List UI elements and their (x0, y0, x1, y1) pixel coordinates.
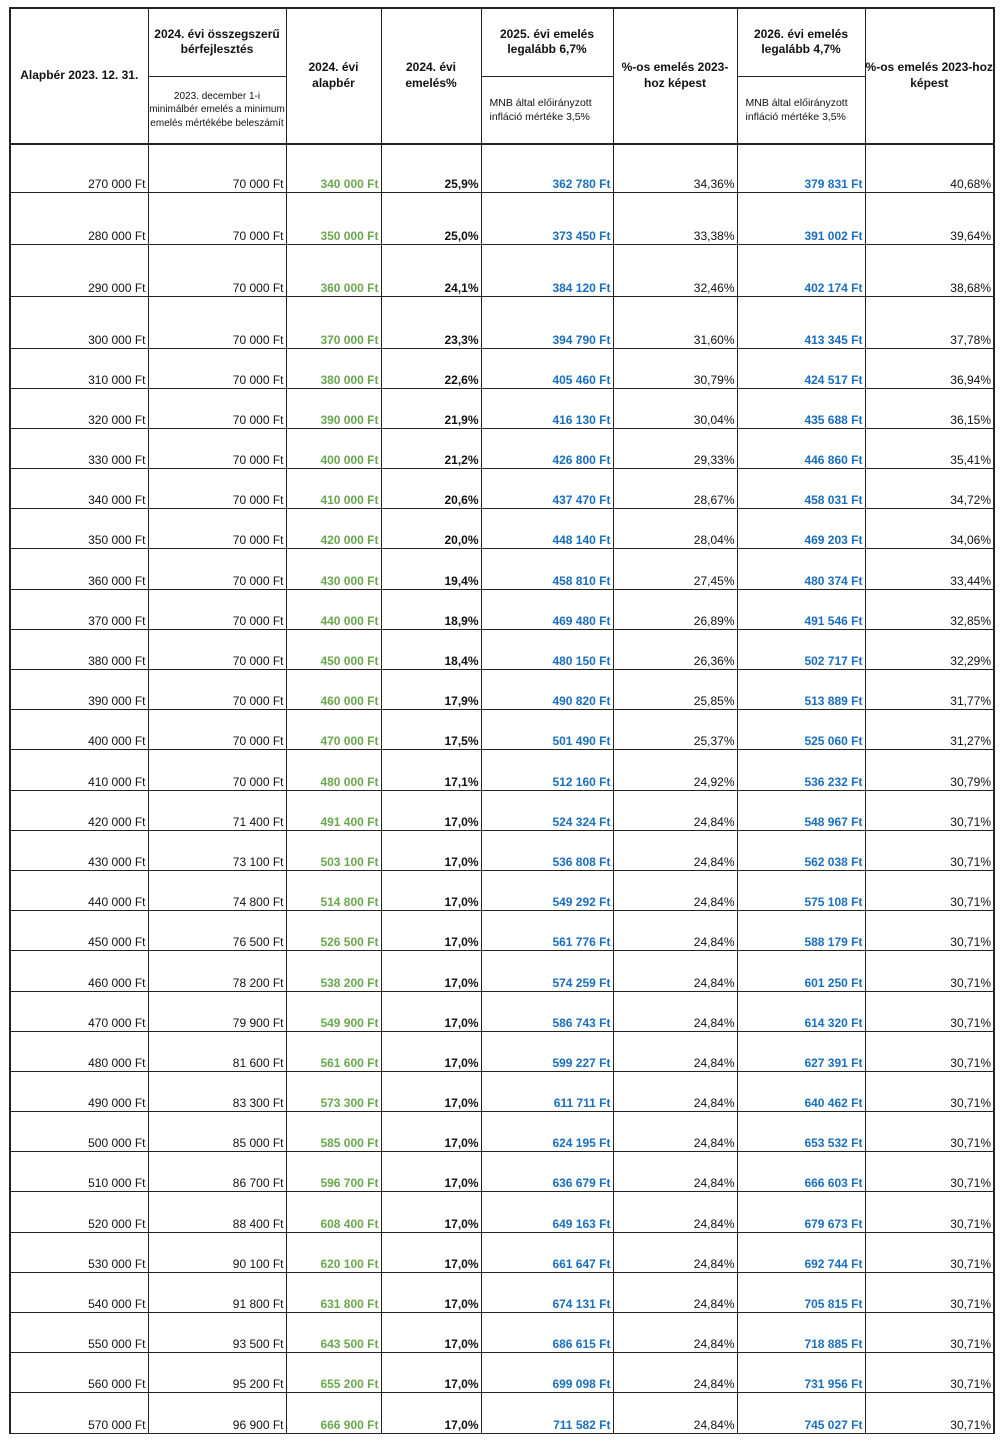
cell-salary-2026: 379 831 Ft (737, 144, 865, 192)
cell-raise-2024: 91 800 Ft (148, 1272, 286, 1312)
cell-percent-2024: 23,3% (381, 296, 481, 348)
cell-percent-vs-2023-2026: 30,71% (865, 1192, 994, 1232)
cell-salary-2026: 731 956 Ft (737, 1353, 865, 1393)
cell-base-2023: 390 000 Ft (10, 670, 148, 710)
cell-base-2024: 514 800 Ft (286, 870, 381, 910)
cell-base-2024: 585 000 Ft (286, 1112, 381, 1152)
cell-percent-vs-2023-2025: 24,84% (613, 1272, 737, 1312)
table-row (10, 870, 994, 910)
cell-salary-2025: 574 259 Ft (481, 951, 613, 991)
header-raise-2024-note: 2023. december 1-i minimálbér emelés a minimum emelés mértékébe beleszámít (148, 76, 286, 144)
cell-percent-2024: 19,4% (381, 549, 481, 589)
cell-raise-2024: 70 000 Ft (148, 710, 286, 750)
cell-base-2024: 370 000 Ft (286, 296, 381, 348)
cell-percent-vs-2023-2025: 24,84% (613, 1353, 737, 1393)
cell-salary-2026: 435 688 Ft (737, 388, 865, 428)
cell-salary-2025: 524 324 Ft (481, 790, 613, 830)
cell-percent-vs-2023-2025: 28,04% (613, 509, 737, 549)
cell-percent-2024: 17,0% (381, 1353, 481, 1393)
cell-raise-2024: 70 000 Ft (148, 509, 286, 549)
cell-percent-vs-2023-2025: 24,84% (613, 1313, 737, 1353)
cell-percent-2024: 17,0% (381, 1313, 481, 1353)
cell-percent-2024: 24,1% (381, 244, 481, 296)
cell-base-2023: 560 000 Ft (10, 1353, 148, 1393)
table-row (10, 1071, 994, 1111)
cell-percent-vs-2023-2025: 24,84% (613, 1192, 737, 1232)
cell-base-2023: 300 000 Ft (10, 296, 148, 348)
cell-percent-vs-2023-2025: 30,04% (613, 388, 737, 428)
cell-salary-2026: 705 815 Ft (737, 1272, 865, 1312)
cell-salary-2025: 416 130 Ft (481, 388, 613, 428)
cell-salary-2025: 624 195 Ft (481, 1112, 613, 1152)
cell-percent-vs-2023-2026: 34,72% (865, 469, 994, 509)
cell-percent-vs-2023-2025: 24,84% (613, 991, 737, 1031)
cell-base-2024: 573 300 Ft (286, 1071, 381, 1111)
cell-percent-vs-2023-2026: 37,78% (865, 296, 994, 348)
cell-percent-vs-2023-2025: 24,84% (613, 1232, 737, 1272)
table-body (10, 144, 994, 1433)
cell-salary-2026: 402 174 Ft (737, 244, 865, 296)
cell-salary-2026: 679 673 Ft (737, 1192, 865, 1232)
cell-salary-2026: 502 717 Ft (737, 629, 865, 669)
cell-base-2023: 570 000 Ft (10, 1393, 148, 1433)
cell-percent-2024: 21,9% (381, 388, 481, 428)
cell-base-2024: 460 000 Ft (286, 670, 381, 710)
cell-percent-vs-2023-2026: 36,15% (865, 388, 994, 428)
cell-raise-2024: 78 200 Ft (148, 951, 286, 991)
cell-percent-vs-2023-2026: 34,06% (865, 509, 994, 549)
cell-percent-2024: 17,0% (381, 1152, 481, 1192)
cell-base-2024: 470 000 Ft (286, 710, 381, 750)
cell-base-2023: 430 000 Ft (10, 830, 148, 870)
cell-base-2023: 520 000 Ft (10, 1192, 148, 1232)
cell-base-2023: 500 000 Ft (10, 1112, 148, 1152)
cell-percent-2024: 17,0% (381, 1393, 481, 1433)
cell-raise-2024: 70 000 Ft (148, 192, 286, 244)
table-row (10, 911, 994, 951)
table-row (10, 951, 994, 991)
cell-salary-2025: 384 120 Ft (481, 244, 613, 296)
cell-percent-2024: 25,9% (381, 144, 481, 192)
cell-percent-vs-2023-2025: 24,84% (613, 1031, 737, 1071)
cell-base-2024: 538 200 Ft (286, 951, 381, 991)
cell-base-2024: 430 000 Ft (286, 549, 381, 589)
header-percent-vs-2023-b: %-os emelés 2023-hoz képest (865, 8, 994, 144)
table-row (10, 1393, 994, 1433)
salary-table (9, 7, 995, 1434)
cell-salary-2026: 653 532 Ft (737, 1112, 865, 1152)
cell-percent-vs-2023-2026: 30,71% (865, 1353, 994, 1393)
cell-percent-vs-2023-2025: 24,84% (613, 870, 737, 910)
cell-base-2024: 340 000 Ft (286, 144, 381, 192)
cell-percent-vs-2023-2025: 29,33% (613, 428, 737, 468)
cell-salary-2025: 611 711 Ft (481, 1071, 613, 1111)
cell-percent-vs-2023-2025: 24,84% (613, 1393, 737, 1433)
cell-base-2023: 270 000 Ft (10, 144, 148, 192)
cell-percent-2024: 18,4% (381, 629, 481, 669)
cell-percent-vs-2023-2026: 30,71% (865, 991, 994, 1031)
cell-percent-vs-2023-2026: 36,94% (865, 348, 994, 388)
cell-base-2024: 655 200 Ft (286, 1353, 381, 1393)
cell-base-2023: 490 000 Ft (10, 1071, 148, 1111)
cell-salary-2025: 686 615 Ft (481, 1313, 613, 1353)
cell-base-2024: 596 700 Ft (286, 1152, 381, 1192)
cell-base-2023: 310 000 Ft (10, 348, 148, 388)
cell-percent-vs-2023-2026: 30,71% (865, 1152, 994, 1192)
cell-percent-vs-2023-2026: 30,71% (865, 1313, 994, 1353)
cell-percent-vs-2023-2026: 30,71% (865, 1393, 994, 1433)
cell-base-2023: 420 000 Ft (10, 790, 148, 830)
cell-salary-2025: 636 679 Ft (481, 1152, 613, 1192)
cell-percent-2024: 25,0% (381, 192, 481, 244)
table-row (10, 348, 994, 388)
cell-percent-2024: 22,6% (381, 348, 481, 388)
cell-base-2024: 480 000 Ft (286, 750, 381, 790)
cell-base-2023: 290 000 Ft (10, 244, 148, 296)
cell-percent-vs-2023-2025: 25,37% (613, 710, 737, 750)
header-raise-2024: 2024. évi összegszerű bérfejlesztés (148, 8, 286, 76)
cell-percent-2024: 17,0% (381, 790, 481, 830)
cell-salary-2025: 536 808 Ft (481, 830, 613, 870)
cell-base-2023: 440 000 Ft (10, 870, 148, 910)
table-row (10, 1232, 994, 1272)
table-row (10, 589, 994, 629)
cell-base-2023: 330 000 Ft (10, 428, 148, 468)
cell-base-2024: 549 900 Ft (286, 991, 381, 1031)
table-row (10, 750, 994, 790)
cell-raise-2024: 79 900 Ft (148, 991, 286, 1031)
cell-percent-vs-2023-2026: 30,71% (865, 790, 994, 830)
cell-base-2024: 503 100 Ft (286, 830, 381, 870)
cell-percent-vs-2023-2025: 34,36% (613, 144, 737, 192)
cell-percent-vs-2023-2025: 24,84% (613, 911, 737, 951)
header-base-salary-2024: 2024. évi alapbér (286, 8, 381, 144)
cell-base-2023: 360 000 Ft (10, 549, 148, 589)
cell-percent-vs-2023-2025: 33,38% (613, 192, 737, 244)
table-row (10, 244, 994, 296)
cell-raise-2024: 86 700 Ft (148, 1152, 286, 1192)
table-row (10, 549, 994, 589)
cell-salary-2026: 469 203 Ft (737, 509, 865, 549)
cell-percent-2024: 17,1% (381, 750, 481, 790)
table-row (10, 388, 994, 428)
cell-raise-2024: 71 400 Ft (148, 790, 286, 830)
cell-salary-2025: 469 480 Ft (481, 589, 613, 629)
cell-percent-vs-2023-2026: 30,71% (865, 830, 994, 870)
table-row (10, 1112, 994, 1152)
cell-raise-2024: 93 500 Ft (148, 1313, 286, 1353)
cell-salary-2026: 525 060 Ft (737, 710, 865, 750)
cell-raise-2024: 90 100 Ft (148, 1232, 286, 1272)
cell-salary-2025: 661 647 Ft (481, 1232, 613, 1272)
cell-percent-vs-2023-2026: 32,85% (865, 589, 994, 629)
cell-raise-2024: 70 000 Ft (148, 469, 286, 509)
cell-salary-2025: 405 460 Ft (481, 348, 613, 388)
cell-salary-2025: 394 790 Ft (481, 296, 613, 348)
cell-salary-2026: 745 027 Ft (737, 1393, 865, 1433)
table-row (10, 428, 994, 468)
cell-salary-2025: 699 098 Ft (481, 1353, 613, 1393)
table-row (10, 144, 994, 192)
cell-raise-2024: 81 600 Ft (148, 1031, 286, 1071)
cell-base-2023: 280 000 Ft (10, 192, 148, 244)
table-row (10, 192, 994, 244)
cell-raise-2024: 83 300 Ft (148, 1071, 286, 1111)
cell-raise-2024: 70 000 Ft (148, 296, 286, 348)
cell-base-2023: 540 000 Ft (10, 1272, 148, 1312)
cell-percent-vs-2023-2025: 24,84% (613, 1071, 737, 1111)
cell-raise-2024: 73 100 Ft (148, 830, 286, 870)
cell-raise-2024: 70 000 Ft (148, 244, 286, 296)
cell-salary-2025: 426 800 Ft (481, 428, 613, 468)
cell-base-2024: 420 000 Ft (286, 509, 381, 549)
cell-base-2024: 350 000 Ft (286, 192, 381, 244)
cell-salary-2026: 413 345 Ft (737, 296, 865, 348)
cell-percent-2024: 17,0% (381, 1112, 481, 1152)
cell-base-2024: 491 400 Ft (286, 790, 381, 830)
cell-base-2024: 561 600 Ft (286, 1031, 381, 1071)
cell-salary-2026: 640 462 Ft (737, 1071, 865, 1111)
cell-percent-vs-2023-2026: 35,41% (865, 428, 994, 468)
cell-percent-vs-2023-2025: 24,92% (613, 750, 737, 790)
cell-percent-vs-2023-2025: 24,84% (613, 1112, 737, 1152)
table-row (10, 509, 994, 549)
cell-base-2023: 460 000 Ft (10, 951, 148, 991)
header-percent-vs-2023-a: %-os emelés 2023-hoz képest (613, 8, 737, 144)
cell-salary-2026: 575 108 Ft (737, 870, 865, 910)
cell-percent-2024: 17,0% (381, 1272, 481, 1312)
cell-percent-vs-2023-2025: 24,84% (613, 951, 737, 991)
table-row (10, 790, 994, 830)
cell-percent-vs-2023-2025: 24,84% (613, 1152, 737, 1192)
cell-raise-2024: 70 000 Ft (148, 750, 286, 790)
cell-percent-vs-2023-2026: 30,71% (865, 1031, 994, 1071)
cell-base-2023: 340 000 Ft (10, 469, 148, 509)
cell-base-2024: 390 000 Ft (286, 388, 381, 428)
cell-percent-vs-2023-2026: 30,71% (865, 870, 994, 910)
cell-raise-2024: 70 000 Ft (148, 428, 286, 468)
cell-salary-2026: 458 031 Ft (737, 469, 865, 509)
cell-salary-2026: 562 038 Ft (737, 830, 865, 870)
cell-base-2024: 380 000 Ft (286, 348, 381, 388)
cell-salary-2026: 692 744 Ft (737, 1232, 865, 1272)
table-row (10, 670, 994, 710)
cell-salary-2025: 674 131 Ft (481, 1272, 613, 1312)
cell-percent-vs-2023-2025: 26,89% (613, 589, 737, 629)
cell-raise-2024: 95 200 Ft (148, 1353, 286, 1393)
table-row (10, 296, 994, 348)
header-raise-2025: 2025. évi emelés legalább 6,7% (481, 8, 613, 76)
cell-salary-2025: 711 582 Ft (481, 1393, 613, 1433)
table-row (10, 1353, 994, 1393)
cell-percent-2024: 17,5% (381, 710, 481, 750)
cell-base-2023: 550 000 Ft (10, 1313, 148, 1353)
cell-raise-2024: 85 000 Ft (148, 1112, 286, 1152)
cell-raise-2024: 70 000 Ft (148, 629, 286, 669)
cell-salary-2026: 614 320 Ft (737, 991, 865, 1031)
cell-percent-2024: 17,0% (381, 1232, 481, 1272)
cell-salary-2026: 391 002 Ft (737, 192, 865, 244)
cell-percent-vs-2023-2025: 24,84% (613, 830, 737, 870)
table-header (10, 8, 994, 144)
cell-base-2023: 510 000 Ft (10, 1152, 148, 1192)
cell-salary-2026: 666 603 Ft (737, 1152, 865, 1192)
cell-base-2023: 470 000 Ft (10, 991, 148, 1031)
cell-salary-2025: 437 470 Ft (481, 469, 613, 509)
cell-base-2024: 440 000 Ft (286, 589, 381, 629)
cell-percent-2024: 17,0% (381, 1071, 481, 1111)
cell-raise-2024: 70 000 Ft (148, 549, 286, 589)
cell-raise-2024: 70 000 Ft (148, 589, 286, 629)
cell-percent-vs-2023-2026: 30,71% (865, 951, 994, 991)
cell-salary-2026: 588 179 Ft (737, 911, 865, 951)
cell-base-2024: 631 800 Ft (286, 1272, 381, 1312)
table-row (10, 991, 994, 1031)
cell-raise-2024: 70 000 Ft (148, 348, 286, 388)
table-row (10, 1313, 994, 1353)
cell-percent-vs-2023-2026: 30,71% (865, 1272, 994, 1312)
cell-salary-2026: 627 391 Ft (737, 1031, 865, 1071)
cell-salary-2026: 536 232 Ft (737, 750, 865, 790)
cell-raise-2024: 76 500 Ft (148, 911, 286, 951)
cell-percent-vs-2023-2026: 30,71% (865, 1232, 994, 1272)
salary-table-sheet (9, 7, 995, 1434)
cell-salary-2026: 548 967 Ft (737, 790, 865, 830)
cell-base-2023: 320 000 Ft (10, 388, 148, 428)
cell-percent-vs-2023-2025: 26,36% (613, 629, 737, 669)
cell-percent-vs-2023-2026: 30,79% (865, 750, 994, 790)
cell-raise-2024: 74 800 Ft (148, 870, 286, 910)
header-base-salary-2023: Alapbér 2023. 12. 31. (10, 8, 148, 144)
cell-percent-vs-2023-2025: 30,79% (613, 348, 737, 388)
cell-raise-2024: 96 900 Ft (148, 1393, 286, 1433)
table-row (10, 469, 994, 509)
table-row (10, 830, 994, 870)
cell-salary-2025: 501 490 Ft (481, 710, 613, 750)
cell-base-2024: 360 000 Ft (286, 244, 381, 296)
cell-salary-2026: 601 250 Ft (737, 951, 865, 991)
cell-salary-2025: 362 780 Ft (481, 144, 613, 192)
table-row (10, 1031, 994, 1071)
cell-percent-vs-2023-2025: 31,60% (613, 296, 737, 348)
header-raise-2026: 2026. évi emelés legalább 4,7% (737, 8, 865, 76)
cell-salary-2026: 424 517 Ft (737, 348, 865, 388)
cell-base-2023: 480 000 Ft (10, 1031, 148, 1071)
cell-base-2024: 620 100 Ft (286, 1232, 381, 1272)
cell-percent-vs-2023-2026: 40,68% (865, 144, 994, 192)
cell-salary-2025: 549 292 Ft (481, 870, 613, 910)
cell-base-2023: 380 000 Ft (10, 629, 148, 669)
cell-percent-vs-2023-2026: 39,64% (865, 192, 994, 244)
cell-base-2023: 530 000 Ft (10, 1232, 148, 1272)
cell-percent-2024: 17,0% (381, 830, 481, 870)
cell-salary-2025: 373 450 Ft (481, 192, 613, 244)
cell-percent-2024: 17,0% (381, 951, 481, 991)
cell-percent-vs-2023-2025: 25,85% (613, 670, 737, 710)
cell-base-2023: 410 000 Ft (10, 750, 148, 790)
cell-percent-vs-2023-2025: 28,67% (613, 469, 737, 509)
cell-salary-2025: 586 743 Ft (481, 991, 613, 1031)
cell-percent-vs-2023-2026: 31,77% (865, 670, 994, 710)
table-row (10, 629, 994, 669)
cell-percent-2024: 17,9% (381, 670, 481, 710)
cell-base-2023: 370 000 Ft (10, 589, 148, 629)
cell-base-2024: 608 400 Ft (286, 1192, 381, 1232)
cell-percent-2024: 17,0% (381, 1192, 481, 1232)
cell-base-2023: 350 000 Ft (10, 509, 148, 549)
cell-percent-2024: 17,0% (381, 1031, 481, 1071)
cell-salary-2025: 490 820 Ft (481, 670, 613, 710)
table-row (10, 1152, 994, 1192)
cell-percent-vs-2023-2026: 30,71% (865, 911, 994, 951)
header-raise-percent-2024: 2024. évi emelés% (381, 8, 481, 144)
cell-percent-vs-2023-2025: 27,45% (613, 549, 737, 589)
cell-percent-2024: 17,0% (381, 911, 481, 951)
cell-percent-2024: 20,6% (381, 469, 481, 509)
cell-percent-2024: 20,0% (381, 509, 481, 549)
cell-base-2024: 526 500 Ft (286, 911, 381, 951)
cell-percent-vs-2023-2026: 30,71% (865, 1071, 994, 1111)
header-raise-2025-note: MNB által előirányzott infláció mértéke 3,5% (481, 76, 613, 144)
cell-base-2023: 450 000 Ft (10, 911, 148, 951)
cell-salary-2025: 599 227 Ft (481, 1031, 613, 1071)
cell-percent-2024: 17,0% (381, 870, 481, 910)
cell-percent-vs-2023-2026: 33,44% (865, 549, 994, 589)
cell-percent-vs-2023-2026: 30,71% (865, 1112, 994, 1152)
header-raise-2026-note: MNB által előirányzott infláció mértéke 3,5% (737, 76, 865, 144)
cell-salary-2025: 448 140 Ft (481, 509, 613, 549)
cell-salary-2026: 446 860 Ft (737, 428, 865, 468)
cell-percent-2024: 18,9% (381, 589, 481, 629)
table-row (10, 1192, 994, 1232)
cell-percent-vs-2023-2026: 31,27% (865, 710, 994, 750)
cell-salary-2026: 491 546 Ft (737, 589, 865, 629)
cell-base-2024: 450 000 Ft (286, 629, 381, 669)
cell-salary-2025: 480 150 Ft (481, 629, 613, 669)
cell-salary-2026: 480 374 Ft (737, 549, 865, 589)
cell-raise-2024: 88 400 Ft (148, 1192, 286, 1232)
cell-base-2024: 666 900 Ft (286, 1393, 381, 1433)
table-row (10, 710, 994, 750)
cell-raise-2024: 70 000 Ft (148, 670, 286, 710)
cell-percent-vs-2023-2025: 32,46% (613, 244, 737, 296)
cell-base-2024: 400 000 Ft (286, 428, 381, 468)
cell-percent-vs-2023-2026: 32,29% (865, 629, 994, 669)
cell-salary-2025: 458 810 Ft (481, 549, 613, 589)
cell-salary-2026: 718 885 Ft (737, 1313, 865, 1353)
cell-percent-vs-2023-2025: 24,84% (613, 790, 737, 830)
cell-raise-2024: 70 000 Ft (148, 144, 286, 192)
cell-base-2024: 410 000 Ft (286, 469, 381, 509)
cell-base-2023: 400 000 Ft (10, 710, 148, 750)
cell-percent-2024: 21,2% (381, 428, 481, 468)
cell-salary-2025: 512 160 Ft (481, 750, 613, 790)
cell-percent-vs-2023-2026: 38,68% (865, 244, 994, 296)
cell-salary-2026: 513 889 Ft (737, 670, 865, 710)
cell-base-2024: 643 500 Ft (286, 1313, 381, 1353)
cell-salary-2025: 561 776 Ft (481, 911, 613, 951)
cell-raise-2024: 70 000 Ft (148, 388, 286, 428)
cell-salary-2025: 649 163 Ft (481, 1192, 613, 1232)
cell-percent-2024: 17,0% (381, 991, 481, 1031)
table-row (10, 1272, 994, 1312)
